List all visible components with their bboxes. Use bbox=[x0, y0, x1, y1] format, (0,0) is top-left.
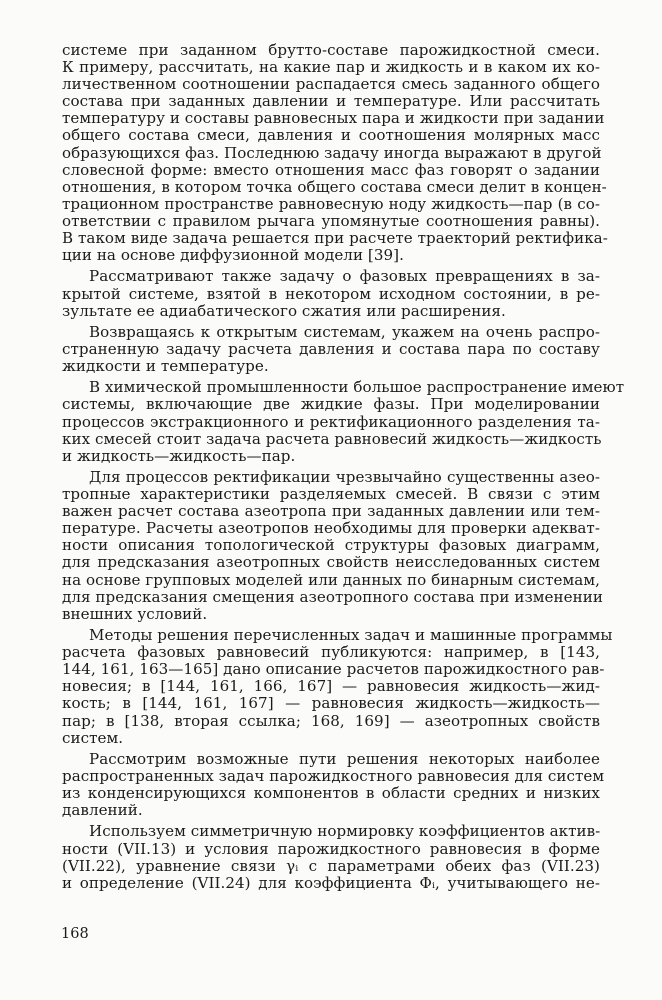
text-line: ких смесей стоит задача расчета равновесий жидкость—жидкость bbox=[62, 429, 602, 448]
text-line: пар; в [138, вторая ссылка; 168, 169] — азеотропных свойств bbox=[62, 711, 600, 730]
text-line: страненную задачу расчета давления и состава пара по составу bbox=[62, 339, 600, 358]
text-line: (VII.22), уравнение связи γᵢ с параметрами обеих фаз (VII.23) bbox=[62, 856, 600, 875]
text-line: жидкости и температуре. bbox=[62, 357, 269, 376]
text-line: расчета фазовых равновесий публикуются: например, в [143, bbox=[62, 643, 600, 662]
text-line: и жидкость—жидкость—пар. bbox=[62, 446, 296, 465]
text-line: новесия; в [144, 161, 166, 167] — равновесия жидкость—жид- bbox=[62, 677, 600, 696]
text-line: зультате ее адиабатического сжатия или расширения. bbox=[62, 301, 506, 320]
text-line: из конденсирующихся компонентов в области средних и низких bbox=[62, 784, 600, 803]
text-line: распространенных задач парожидкостного равновесия для систем bbox=[62, 766, 605, 785]
text-line: внешних условий. bbox=[62, 604, 208, 623]
text-line: Рассмотрим возможные пути решения некоторых наиболее bbox=[89, 749, 600, 768]
text-line: систем. bbox=[62, 728, 124, 747]
text-line: общего состава смеси, давления и соотношения молярных масс bbox=[62, 126, 600, 145]
text-line: системы, включающие две жидкие фазы. При моделировании bbox=[62, 395, 600, 414]
text-line: 144, 161, 163—165] дано описание расчетов парожидкостного рав- bbox=[62, 660, 605, 679]
text-line: Для процессов ректификации чрезвычайно существенны азео- bbox=[89, 468, 600, 486]
text-line: давлений. bbox=[62, 801, 143, 820]
text-line: тропные характеристики разделяемых смесей. В связи с этим bbox=[62, 485, 600, 504]
text-line: пературе. Расчеты азеотропов необходимы для проверки адекват- bbox=[62, 519, 600, 538]
text-line: системе при заданном брутто-составе парожидкостной смеси. bbox=[62, 41, 600, 59]
text-line: кость; в [144, 161, 167] — равновесия жидкость—жидкость— bbox=[62, 694, 600, 713]
text-line: для предсказания смещения азеотропного состава при изменении bbox=[62, 587, 603, 606]
text-line: ответствии с правилом рычага упомянутые соотношения равны). bbox=[62, 211, 600, 230]
text-line: процессов экстракционного и ректификационного разделения та- bbox=[62, 412, 600, 431]
text-line: Используем симметричную нормировку коэффициентов актив- bbox=[89, 822, 601, 841]
text-line: личественном соотношении распадается смесь заданного общего bbox=[62, 75, 600, 94]
text-line: К примеру, рассчитать, на какие пар и жидкость и в каком их ко- bbox=[62, 58, 600, 77]
page-body bbox=[62, 41, 625, 892]
text-line: словесной форме: вместо отношения масс фаз говорят о задании bbox=[62, 160, 600, 179]
text-line: важен расчет состава азеотропа при заданных давлении или тем- bbox=[62, 502, 600, 521]
text-line: В таком виде задача решается при расчете траекторий ректифика- bbox=[62, 229, 608, 248]
text-line: трационном пространстве равновесную ноду жидкость—пар (в со- bbox=[62, 194, 600, 213]
page-number: 168 bbox=[61, 926, 89, 942]
text-line: состава при заданных давлении и температуре. Или рассчитать bbox=[62, 92, 600, 111]
text-line: крытой системе, взятой в некотором исходном состоянии, в ре- bbox=[62, 284, 600, 303]
text-line: образующихся фаз. Последнюю задачу иногда выражают в другой bbox=[62, 143, 602, 162]
text-line: ности (VII.13) и условия парожидкостного равновесия в форме bbox=[62, 839, 600, 858]
text-line: Рассматривают также задачу о фазовых превращениях в за- bbox=[89, 267, 600, 286]
text-line: отношения, в котором точка общего состава смеси делит в концен- bbox=[62, 177, 607, 196]
text-line: температуру и составы равновесных пара и жидкости при задании bbox=[62, 109, 605, 128]
text-line: на основе групповых моделей или данных по бинарным системам, bbox=[62, 570, 600, 589]
text-line: для предсказания азеотропных свойств неисследованных систем bbox=[62, 553, 600, 572]
text-line: Методы решения перечисленных задач и машинные программы bbox=[89, 626, 613, 645]
text-line: В химической промышленности большое распространение имеют bbox=[89, 378, 625, 397]
text-line: ции на основе диффузионной модели [39]. bbox=[62, 246, 404, 265]
text-line: ности описания топологической структуры фазовых диаграмм, bbox=[62, 536, 600, 555]
text-line: и определение (VII.24) для коэффициента Φᵢ, учитывающего не- bbox=[62, 873, 600, 892]
text-line: Возвращаясь к открытым системам, укажем на очень распро- bbox=[89, 322, 600, 341]
